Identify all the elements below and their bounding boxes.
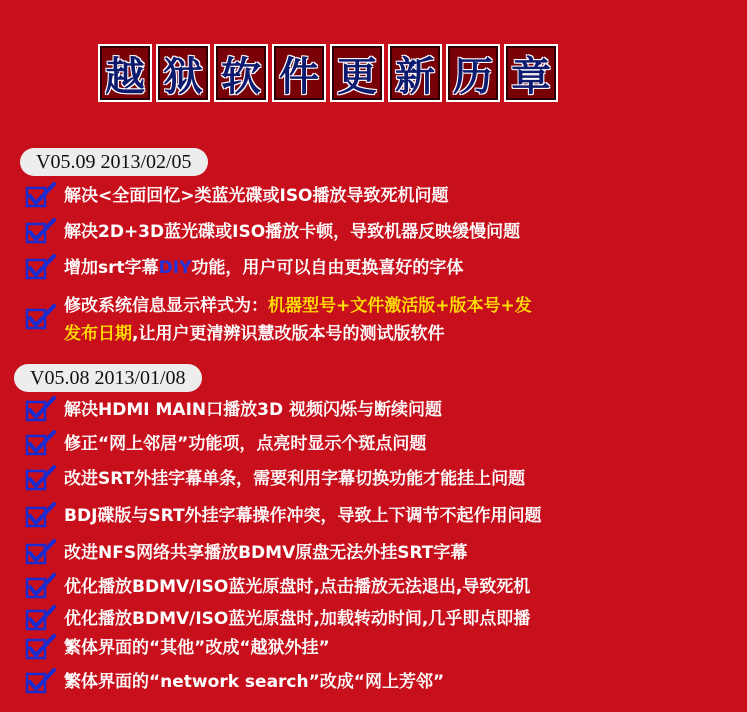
checkmark-icon — [24, 668, 56, 696]
item-text — [64, 254, 463, 282]
list-item — [24, 668, 444, 696]
checkmark-icon — [24, 465, 56, 493]
item-text-post: 功能，用户可以自由更换喜好的字体 — [191, 258, 464, 278]
checkmark-icon — [24, 430, 56, 458]
list-item — [24, 539, 467, 567]
list-item — [24, 292, 532, 348]
title-char: 件 — [272, 44, 326, 102]
list-item — [24, 573, 530, 601]
item-text-highlight: 机器型号+文件激活版+版本号+发 — [268, 296, 532, 316]
version-badge: V05.08 2013/01/08 — [14, 364, 202, 392]
title-char: 狱 — [156, 44, 210, 102]
item-text-highlight: 发布日期 — [64, 324, 132, 344]
list-item — [24, 254, 463, 282]
list-item — [24, 396, 442, 424]
checkmark-icon — [24, 539, 56, 567]
item-text: 繁体界面的“network search”改成“网上芳邻” — [64, 672, 445, 692]
checkmark-icon — [24, 634, 56, 662]
list-item — [24, 182, 449, 210]
item-text: 优化播放BDMV/ISO蓝光原盘时,加载转动时间,几乎即点即播 — [64, 609, 531, 629]
checkmark-icon — [24, 573, 56, 601]
item-text-post: ,让用户更清辨识慧改版本号的测试版软件 — [132, 324, 445, 344]
title-char: 历 — [446, 44, 500, 102]
item-text — [64, 292, 532, 348]
item-text: 解决2D+3D蓝光碟或ISO播放卡顿，导致机器反映缓慢问题 — [64, 222, 521, 242]
title-char: 越 — [98, 44, 152, 102]
list-item — [24, 605, 530, 633]
title-char: 章 — [504, 44, 558, 102]
item-text: BDJ碟版与SRT外挂字幕操作冲突，导致上下调节不起作用问题 — [64, 506, 542, 526]
item-text: 繁体界面的“其他”改成“越狱外挂” — [64, 638, 330, 658]
checkmark-icon — [24, 182, 56, 210]
checkmark-icon — [24, 605, 56, 633]
item-text: 改进NFS网络共享播放BDMV原盘无法外挂SRT字幕 — [64, 543, 468, 563]
title-char: 软 — [214, 44, 268, 102]
item-text: 解决HDMI MAIN口播放3D 视频闪烁与断续问题 — [64, 400, 442, 420]
item-text-highlight: DIY — [158, 258, 192, 278]
list-item — [24, 430, 426, 458]
checkmark-icon — [24, 218, 56, 246]
title-char: 新 — [388, 44, 442, 102]
version-badge: V05.09 2013/02/05 — [20, 148, 208, 176]
list-item — [24, 218, 520, 246]
list-item — [24, 634, 330, 662]
checkmark-icon — [24, 304, 56, 332]
checkmark-icon — [24, 502, 56, 530]
checkmark-icon — [24, 254, 56, 282]
page-title — [98, 44, 558, 102]
item-text: 改进SRT外挂字幕单条，需要利用字幕切换功能才能挂上问题 — [64, 469, 526, 489]
item-text: 优化播放BDMV/ISO蓝光原盘时,点击播放无法退出,导致死机 — [64, 577, 531, 597]
item-text: 解决<全面回忆>类蓝光碟或ISO播放导致死机问题 — [64, 186, 449, 206]
checkmark-icon — [24, 396, 56, 424]
list-item — [24, 465, 525, 493]
item-text: 修正“网上邻居”功能项，点亮时显示个斑点问题 — [64, 434, 427, 454]
list-item — [24, 502, 542, 530]
item-text-pre: 增加srt字幕 — [64, 258, 159, 278]
title-char: 更 — [330, 44, 384, 102]
item-text-pre: 修改系统信息显示样式为： — [64, 296, 268, 316]
